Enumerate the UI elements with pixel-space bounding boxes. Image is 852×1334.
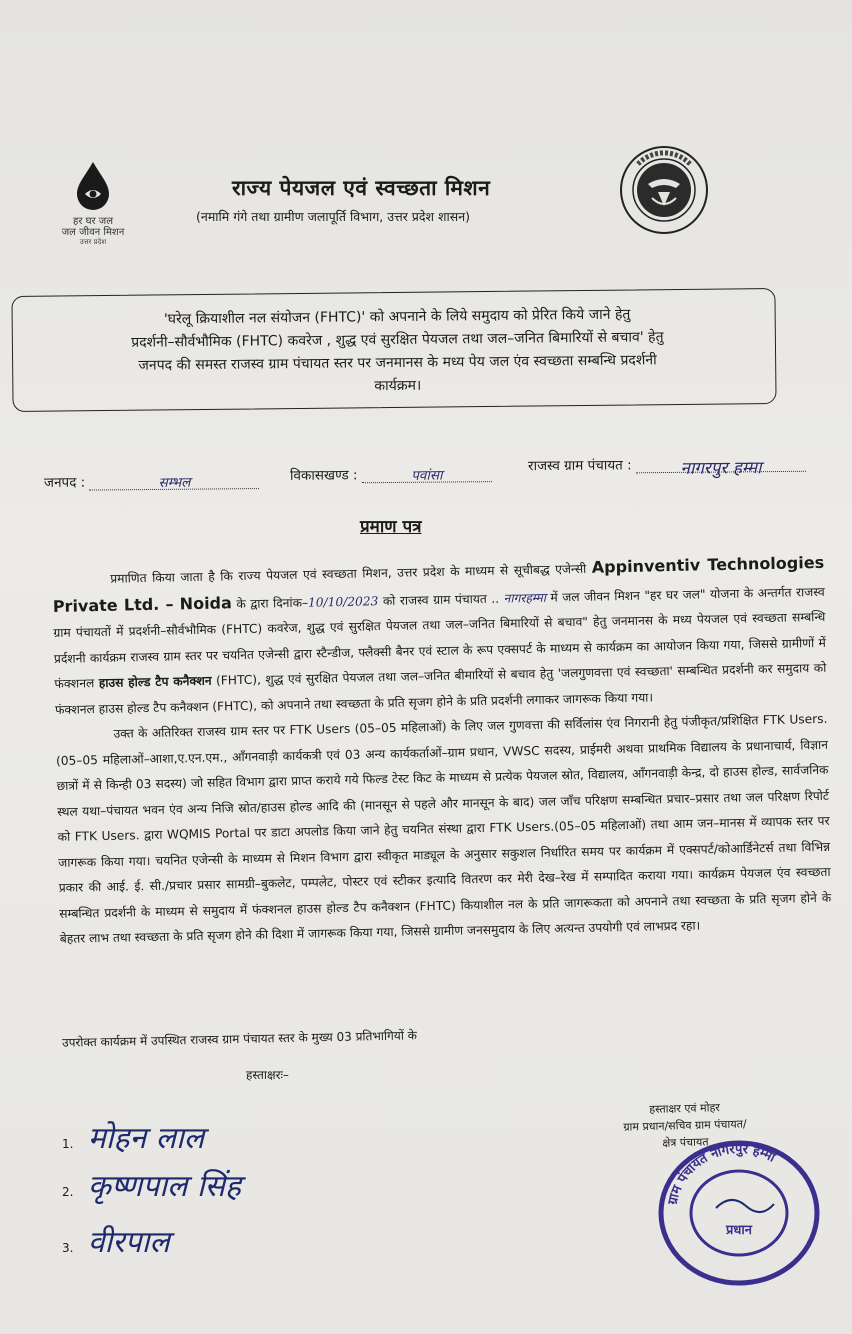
signatures-label: हस्ताक्षरः– (246, 1068, 289, 1082)
certificate-body (52, 550, 832, 953)
signature-2 (62, 1164, 241, 1205)
p1-ending: (FHTC), शुद्ध एवं सुरक्षित पेयजल तथा जल–जनित बीमारियों से बचाव हेतु 'जलगुणवत्ता एवं स्वच्छता' सम्बन्धित प्रदर्शनी कर समुदाय को फंक्शनल हाउस होल्ड टैप कनैक्शन (FHTC), को अपनाने तथा स्वच्छता के प्रति सृजग होने के प्रति प्रदर्शनी लगाकर जागरूक किया गया। (54, 660, 827, 717)
topic-line-4: कार्यक्रम। (374, 377, 422, 395)
block-field (290, 464, 492, 484)
p1-panchayat-label: को राजस्व ग्राम पंचायत .. (382, 591, 500, 608)
topic-line-1: 'घरेलू क्रियाशील नल संयोजन (FHTC)' को अपनाने के लिये समुदाय को प्रेरित किये जाने हेतु (163, 306, 631, 328)
district-label: जनपद : (43, 474, 86, 491)
logo-caption-2: जल जीवन मिशन (61, 227, 125, 238)
gram-panchayat-stamp-icon (656, 1138, 822, 1288)
p1-highlight: हाउस होल्ड टैप कनैक्शन (98, 673, 212, 691)
agency-name: Appinventiv Technologies Private Ltd. – Noida (52, 552, 825, 616)
signature-1 (62, 1116, 204, 1157)
signature-2-number: 2. (62, 1185, 74, 1199)
p1-body: में जल जीवन मिशन "हर घर जल" योजना के अन्तर्गत राजस्व ग्राम पंचायतों में प्रदर्शनी–सौर्वभौमिक (FHTC) कवरेज, शुद्ध एवं सुरक्षित पेयजल तथा जल–जनित बिमारियों से बचाव" हेतु जनमानस के मध्य पेयजल एवं स्वच्छता सम्बन्धि प्रर्दशनी कार्यक्रम राजस्व ग्राम स्तर पर चयनित एजेन्सी द्वारा स्टैन्डीज, फ्लैक्सी बैनर एवं स्टाल के रूप एक्सपर्ट के माध्यम से कार्यक्रम का आयोजन किया गया, जिससे ग्रामीणों में फंक्शनल (53, 584, 826, 691)
water-drop-icon (71, 160, 115, 212)
village-name: नागरहम्मा (503, 590, 547, 606)
signature-3-number: 3. (62, 1241, 74, 1255)
logo-caption-1: हर घर जल (73, 216, 113, 227)
department-title: राज्य पेयजल एवं स्वच्छता मिशन (232, 176, 491, 200)
certificate-title: प्रमाण पत्र (360, 517, 422, 537)
up-government-emblem-icon (618, 144, 710, 236)
sign-line-2: ग्राम प्रधान/सचिव ग्राम पंचायत/ (623, 1117, 747, 1134)
logo-caption-3: उत्तर प्रदेश (79, 238, 107, 246)
signature-3-name: वीरपाल (87, 1225, 170, 1260)
p1-date-label: के द्वारा दिनांक– (236, 595, 309, 611)
block-value: पवांसा (411, 467, 443, 484)
paragraph-1 (52, 550, 827, 723)
district-field (44, 471, 260, 491)
signature-1-name: मोहन लाल (87, 1121, 205, 1156)
panchayat-value: नागरपुर हम्मा (680, 458, 762, 479)
sign-line-3: क्षेत्र पंचायत (662, 1135, 709, 1150)
block-label: विकासखण्ड : (289, 467, 358, 484)
district-value: सम्भल (158, 474, 191, 491)
programme-date: 10/10/2023 (307, 593, 379, 610)
department-subtitle: (नमामि गंगे तथा ग्रामीण जलापूर्ति विभाग, उत्तर प्रदेश शासन) (196, 209, 471, 224)
topic-line-3: जनपद की समस्त राजस्व ग्राम पंचायत स्तर पर जनमानस के मध्य पेय जल एंव स्वच्छता सम्बन्धि प्रदर्शनी (138, 352, 657, 374)
stamp-center-text: प्रधान (726, 1223, 752, 1238)
topic-line-2: प्रदर्शनी–सौर्वभौमिक (FHTC) कवरेज , शुद्ध एवं सुरक्षित पेयजल तथा जल–जनित बिमारियों से बचाव' हेतु (131, 329, 664, 351)
signature-1-number: 1. (62, 1137, 74, 1151)
panchayat-label: राजस्व ग्राम पंचायत : (527, 457, 632, 475)
programme-topic (30, 302, 766, 402)
har-ghar-jal-logo (48, 160, 138, 247)
panchayat-field (527, 454, 806, 479)
sign-line-1: हस्ताक्षर एवं मोहर (649, 1101, 721, 1116)
p1-intro: प्रमाणित किया जाता है कि राज्य पेयजल एवं स्वच्छता मिशन, उत्तर प्रदेश के माध्यम से सूचीबद्ध एजेन्सी (110, 561, 587, 586)
stamp-ring-text: ग्राम पंचायत नागरपुर हम्मा (665, 1141, 778, 1207)
participants-line: उपरोक्त कार्यक्रम में उपस्थित राजस्व ग्राम पंचायत स्तर के मुख्य 03 प्रतिभागियों के (61, 1028, 418, 1050)
signature-3 (62, 1220, 170, 1261)
paragraph-2: उक्त के अतिरिक्त राजस्व ग्राम स्तर पर FTK Users (05–05 महिलाओं) के लिए जल गुणवत्ता की सर्विलांस एंव निगरानी हेतु पंजीकृत/प्रशिक्षित FTK Users.(05–05 महिलाओं–आशा,ए.एन.एम., आँगनवाड़ी कार्यकत्री एवं 03 अन्य कार्यकर्ताओं–ग्राम प्रधान, VWSC सदस्य, प्राईमरी अथवा प्राथमिक विद्यालय के प्रधानाचार्य, विज्ञान छात्रों में से किन्ही 03 सदस्य) जो सहित विभाग द्वारा प्राप्त कराये गये फिल्ड टेस्ट किट के माध्यम से प्रत्येक पेयजल स्रोत, विद्यालय, आँगनवाड़ी केन्द्र, दो हाउस होल्ड, सार्वजनिक स्थल यथा–पंचायत भवन एंव अन्य निजि स्रोत/हाउस होल्ड आदि की (मानसून से पहले और मानसून के बाद) जल जाँच परिक्षण सम्बन्धित प्रचार–प्रसार तथा जल परिक्षण रिपोर्ट को FTK Users. द्वारा WQMIS Portal पर डाटा अपलोड किया जाने हेतु चयनित संस्था द्वारा FTK Users.(05–05 महिलाओं) तथा आम जन–मानस में व्यापक स्तर पर जागरूक किया गया। चयनित एजेन्सी के माध्यम से मिशन विभाग द्वारा स्वीकृत माड्यूल के अनुसार सकुशल निर्धारित समय पर कार्यक्रम में एक्सपर्ट/कोआर्डिनेटर्स तथा विभिन्न प्रकार की आई. ई. सी./प्रचार प्रसार सामग्री–बुकलेट, पम्पलेट, पोस्टर एवं स्टीकर इत्यादि वितरण कर मेरी देख–रेख में सम्पादित कराया गया। कार्यक्रम पेयजल एंव स्वच्छता सम्बन्धित प्रदर्शनी के माध्यम से समुदाय में फंक्शनल हाउस होल्ड टैप कनैक्शन (FHTC) कियाशील नल के प्रति जागरूकता को अपनाने तथा स्वच्छता के प्रति सृजग होने के बेहतर लाभ तथा स्वच्छता के प्रति सृजग होने की दिशा में जागरूक किया गया, जिससे ग्रामीण जनसमुदाय के लिए अत्यन्त उपयोगी एवं लाभप्रद रहा। (55, 711, 832, 946)
signature-2-name: कृष्णपाल सिंह (87, 1169, 241, 1204)
